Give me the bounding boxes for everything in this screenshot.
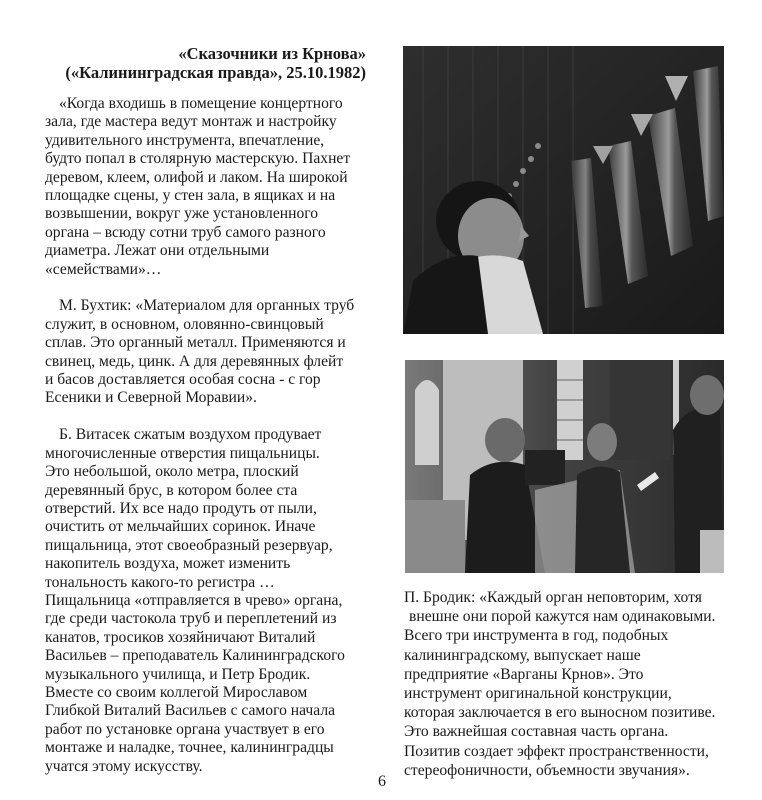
right-column-text	[404, 588, 744, 780]
photo-man-at-organ-pipes	[403, 46, 724, 334]
left-column-text	[45, 95, 385, 794]
text-line: Всего три инструмента в год, подобных	[404, 627, 669, 645]
text-line: отверстий. Их все надо продуть от пыли,	[45, 499, 317, 517]
text-line: свинец, медь, цинк. А для деревянных флейт	[45, 352, 344, 370]
text-line: Это небольшой, около метра, плоский	[45, 463, 299, 481]
photo-men-in-concert-hall	[405, 360, 724, 573]
text-line: Пищальница «отправляется в чрево» органа,	[45, 591, 343, 609]
text-line: предприятие «Варганы Крнов». Это	[404, 665, 644, 683]
text-line: Это важнейшая составная часть органа.	[404, 723, 669, 741]
text-line: возвышении, вокруг уже установленного	[45, 205, 319, 223]
text-line: Позитив создает эффект пространственности,	[404, 742, 709, 760]
text-line: музыкального училища, и Петр Бродик.	[45, 665, 311, 683]
text-line: М. Бухтик: «Материалом для органных труб	[59, 297, 355, 315]
article-title: «Сказочники из Крнова»	[178, 44, 366, 63]
text-line: учатся этому искусству.	[45, 757, 203, 775]
text-line: деревом, клеем, олифой и лаком. На широкой	[45, 168, 348, 186]
text-line: пищальница, этот своеобразный резервуар,	[45, 536, 333, 554]
text-line: очистить от мельчайших соринок. Иначе	[45, 518, 316, 536]
text-line: органа – всюду сотни труб самого разного	[45, 223, 326, 241]
text-line: монтаже и наладке, точнее, калининградцы	[45, 739, 334, 757]
text-line: Глибкой Виталий Васильев с самого начала	[45, 702, 336, 720]
text-line: удивительного инструмента, впечатление,	[45, 131, 325, 149]
paragraph-vitasek	[45, 426, 385, 776]
text-line: канатов, тросиков хозяйничают Виталий	[45, 628, 316, 646]
text-line: служит, в основном, оловянно-свинцовый	[45, 315, 324, 333]
text-line: которая заключается в его выносном позитиве.	[404, 704, 716, 722]
article-source: («Калининградская правда», 25.10.1982)	[65, 63, 366, 82]
paragraph-buchtik	[45, 297, 385, 407]
text-line: накопитель воздуха, может изменить	[45, 555, 291, 573]
text-line: зала, где мастера ведут монтаж и настройку	[45, 113, 337, 131]
text-line: тональность какого-то регистра …	[45, 573, 275, 591]
text-line: внешне они порой кажутся нам одинаковыми.	[409, 608, 716, 626]
text-line: Есеники и Северной Моравии».	[45, 389, 257, 407]
page-number: 6	[378, 773, 386, 790]
text-line: калининградскому, выпускает наше	[404, 646, 641, 664]
text-line: «Когда входишь в помещение концертного	[59, 95, 343, 112]
article-heading	[40, 44, 366, 82]
text-line: площадке сцены, у стен зала, в ящиках и на	[45, 187, 336, 205]
text-line: сплав. Это органный металл. Применяются и	[45, 334, 346, 352]
text-line: Вместе со своим коллегой Мирославом	[45, 683, 308, 701]
text-line: П. Бродик: «Каждый орган неповторим, хотя	[404, 589, 702, 606]
text-line: где среди частокола труб и переплетений из	[45, 610, 337, 628]
text-line: деревянный брус, в котором более ста	[45, 481, 298, 499]
paragraph-intro	[45, 95, 385, 279]
text-line: стереофоничности, объемности звучания».	[404, 761, 690, 779]
text-line: многочисленные отверстия пищальницы.	[45, 444, 320, 462]
text-line: инструмент оригинальной конструкции,	[404, 685, 672, 703]
text-line: работ по установке органа участвует в его	[45, 720, 325, 738]
text-line: диаметра. Лежат они отдельными	[45, 242, 270, 260]
text-line: и басов доставляется особая сосна - с гор	[45, 371, 321, 389]
text-line: «семействами»…	[45, 260, 162, 278]
text-line: Васильев – преподаватель Калининградского	[45, 647, 345, 665]
text-line: Б. Витасек сжатым воздухом продувает	[59, 426, 322, 444]
text-line: будто попал в столярную мастерскую. Пахнет	[45, 150, 351, 168]
